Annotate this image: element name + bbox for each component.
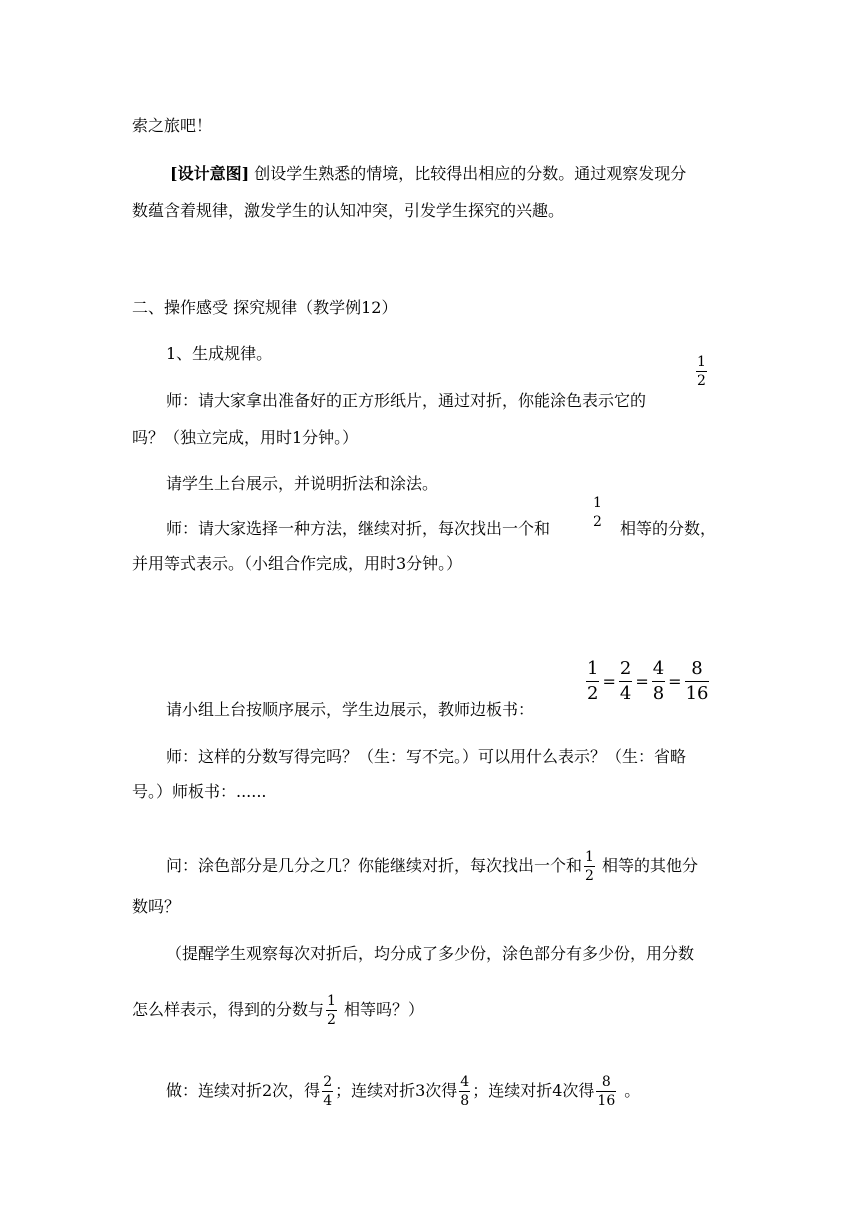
text-segment: ；连续对折4次得 [472, 1081, 595, 1100]
fraction-eight-sixteenths [685, 660, 710, 703]
fraction-denominator: 8 [460, 1093, 470, 1109]
fraction-half [694, 355, 709, 388]
design-intent-tag: [设计意图] [170, 164, 250, 183]
text-line: 数吗？ [132, 897, 181, 916]
text-line: 吗？（独立完成，用时1分钟。） [132, 428, 359, 447]
text-segment: 相等的分数， [620, 519, 717, 538]
text-line: 师：请大家拿出准备好的正方形纸片，通过对折，你能涂色表示它的 [166, 391, 647, 410]
fraction-denominator: 16 [597, 1093, 616, 1109]
fraction-four-eighths [459, 1075, 470, 1108]
equals-sign: = [602, 672, 616, 691]
text-line: 索之旅吧！ [132, 116, 213, 135]
fraction-two-fourths [619, 660, 632, 703]
text-segment: 。 [624, 1081, 641, 1100]
equals-sign: = [635, 672, 649, 691]
fraction-numerator: 1 [587, 658, 599, 679]
text-segment: 问：涂色部分是几分之几？你能继续对折，每次找出一个和 [166, 856, 583, 875]
text-line [166, 850, 698, 883]
text-line: 请学生上台展示，并说明折法和涂法。 [166, 474, 439, 493]
fraction-two-fourths [322, 1075, 333, 1108]
text-line: 并用等式表示。（小组合作完成，用时3分钟。） [132, 554, 463, 573]
fraction-denominator: 2 [587, 683, 599, 704]
text-line: 师：这样的分数写得完吗？（生：写不完。）可以用什么表示？（生：省略 [166, 747, 687, 766]
fraction-numerator: 4 [460, 1074, 470, 1090]
fraction-numerator: 1 [327, 993, 336, 1009]
fraction-numerator: 4 [652, 658, 665, 679]
fraction-denominator: 8 [652, 683, 665, 704]
fraction-half [326, 994, 337, 1027]
fraction-denominator: 2 [585, 868, 594, 884]
text-segment: 做：连续对折2次，得 [166, 1081, 321, 1100]
fraction-half [590, 496, 605, 529]
text-line [166, 1075, 640, 1108]
fraction-four-eighths [652, 660, 665, 703]
fraction-numerator: 2 [619, 658, 632, 679]
fraction-denominator: 4 [619, 683, 632, 704]
text-segment: 怎么样表示，得到的分数与 [132, 1000, 325, 1019]
fraction-denominator: 2 [697, 373, 706, 389]
text-segment: 相等吗？） [338, 1000, 425, 1019]
fraction-half [584, 850, 595, 883]
fraction-numerator: 1 [697, 354, 706, 370]
fraction-eight-sixteenths [596, 1075, 616, 1108]
fraction-numerator: 1 [585, 849, 594, 865]
fraction-numerator: 2 [323, 1074, 333, 1090]
section-heading: 二、操作感受 探究规律（教学例12） [132, 298, 398, 317]
text-line: 请小组上台按顺序展示，学生边展示，教师边板书： [166, 700, 535, 719]
equals-sign: = [668, 672, 682, 691]
fraction-denominator: 16 [685, 683, 709, 704]
design-intent-text: 创设学生熟悉的情境，比较得出相应的分数。通过观察发现分 [249, 164, 687, 183]
text-line [132, 994, 424, 1027]
text-line: 数蕴含着规律，激发学生的认知冲突，引发学生探究的兴趣。 [132, 201, 565, 220]
text-segment: 师：请大家选择一种方法，继续对折，每次找出一个和 [166, 519, 551, 538]
text-line: 号。）师板书：...... [132, 782, 267, 801]
fraction-numerator: 8 [691, 658, 703, 679]
text-line: （提醒学生观察每次对折后，均分成了多少份，涂色部分有多少份，用分数 [166, 944, 695, 963]
text-segment: ；连续对折3次得 [335, 1081, 458, 1100]
fraction-numerator: 8 [601, 1074, 611, 1090]
fraction-denominator: 4 [323, 1093, 333, 1109]
equivalent-fraction-equation [584, 660, 711, 703]
text-segment: 相等的其他分 [596, 856, 699, 875]
text-line [166, 521, 550, 537]
fraction-denominator: 2 [593, 514, 602, 530]
design-intent-line [170, 166, 686, 182]
fraction-half [586, 660, 599, 703]
subsection-heading: 1、生成规律。 [166, 344, 273, 363]
fraction-denominator: 2 [327, 1012, 336, 1028]
fraction-numerator: 1 [593, 495, 602, 511]
